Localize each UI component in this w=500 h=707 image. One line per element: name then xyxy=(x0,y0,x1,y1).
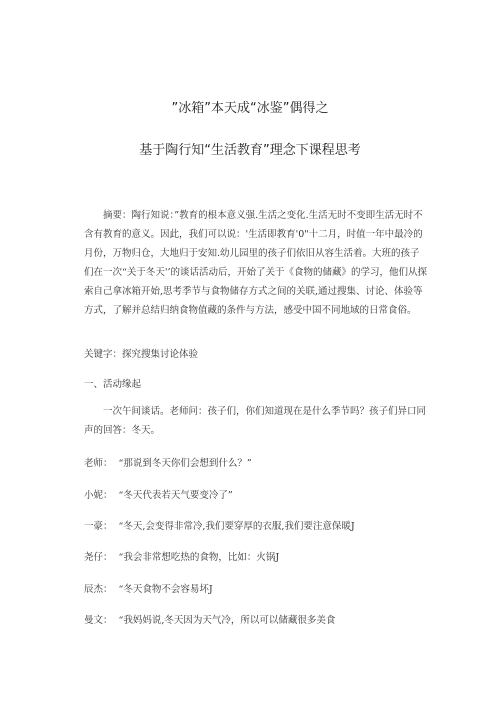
dialogue-text: “冬天代表若天气要变冷了” xyxy=(118,490,233,501)
dialogue-speaker: 老师： xyxy=(84,458,113,469)
dialogue-line xyxy=(84,549,279,563)
dialogue-text: “冬天,会变得非常冷,我们要穿厚的衣服,我们要注意保暖J xyxy=(118,521,355,532)
dialogue-speaker: 辰杰： xyxy=(84,584,113,595)
keywords-line: 关键字：探究搜集讨论体验 xyxy=(84,349,199,360)
dialogue-speaker: 一豪： xyxy=(84,521,113,532)
abstract-paragraph: 摘要：陶行知说：”教育的根本意义强.生活之变化.生活无时不变即生活无时不含有教育的意义。因此，我们可以说：'生活即教育'0"十二月，时值一年中最冷的月份，万物归仓，大地归于安知.幼儿园里的孩子们依旧从容生活着。大班的孩子们在一次“关于冬天'’的谈话活动后，开始了关于《食物的储藏》的学习，他们从探索自己拿冰箱开始,思考季节与食物储存方式之间的关联,通过搜集、讨论、体验等方式，了解并总结归纳食物值藏的条件与方法，感受中国不同地域的日常食俗。 xyxy=(84,210,427,316)
dialogue-line xyxy=(84,612,335,626)
dialogue-speaker: 曼文： xyxy=(84,615,113,626)
dialogue-line xyxy=(84,518,355,532)
section-heading: 一、活动缘起 xyxy=(84,379,142,390)
intro-paragraph: 一次午间谈话。老师问：孩子们，你们知道现在是什么季节吗？孩子们异口同声的回答：冬天。 xyxy=(84,406,427,436)
document-subtitle: 基于陶行知“生活教育”理念下课程思考 xyxy=(139,143,361,158)
dialogue-text: “我会非常想吃热的食物，比如：火锅J xyxy=(118,552,280,563)
dialogue-line xyxy=(84,455,252,469)
dialogue-speaker: 尧仔： xyxy=(84,552,113,563)
dialogue-text: “那说到冬天你们会想到什么？” xyxy=(118,458,252,469)
dialogue-line xyxy=(84,487,233,501)
document-title: ”冰箱”本天成“冰鉴”偶得之 xyxy=(171,101,329,116)
dialogue-line xyxy=(84,581,213,595)
dialogue-text: “冬天食物不会容易坏J xyxy=(118,584,213,595)
dialogue-speaker: 小妮： xyxy=(84,490,113,501)
dialogue-text: “我妈妈说,冬天因为天气冷，所以可以储藏很多美食 xyxy=(118,615,336,626)
